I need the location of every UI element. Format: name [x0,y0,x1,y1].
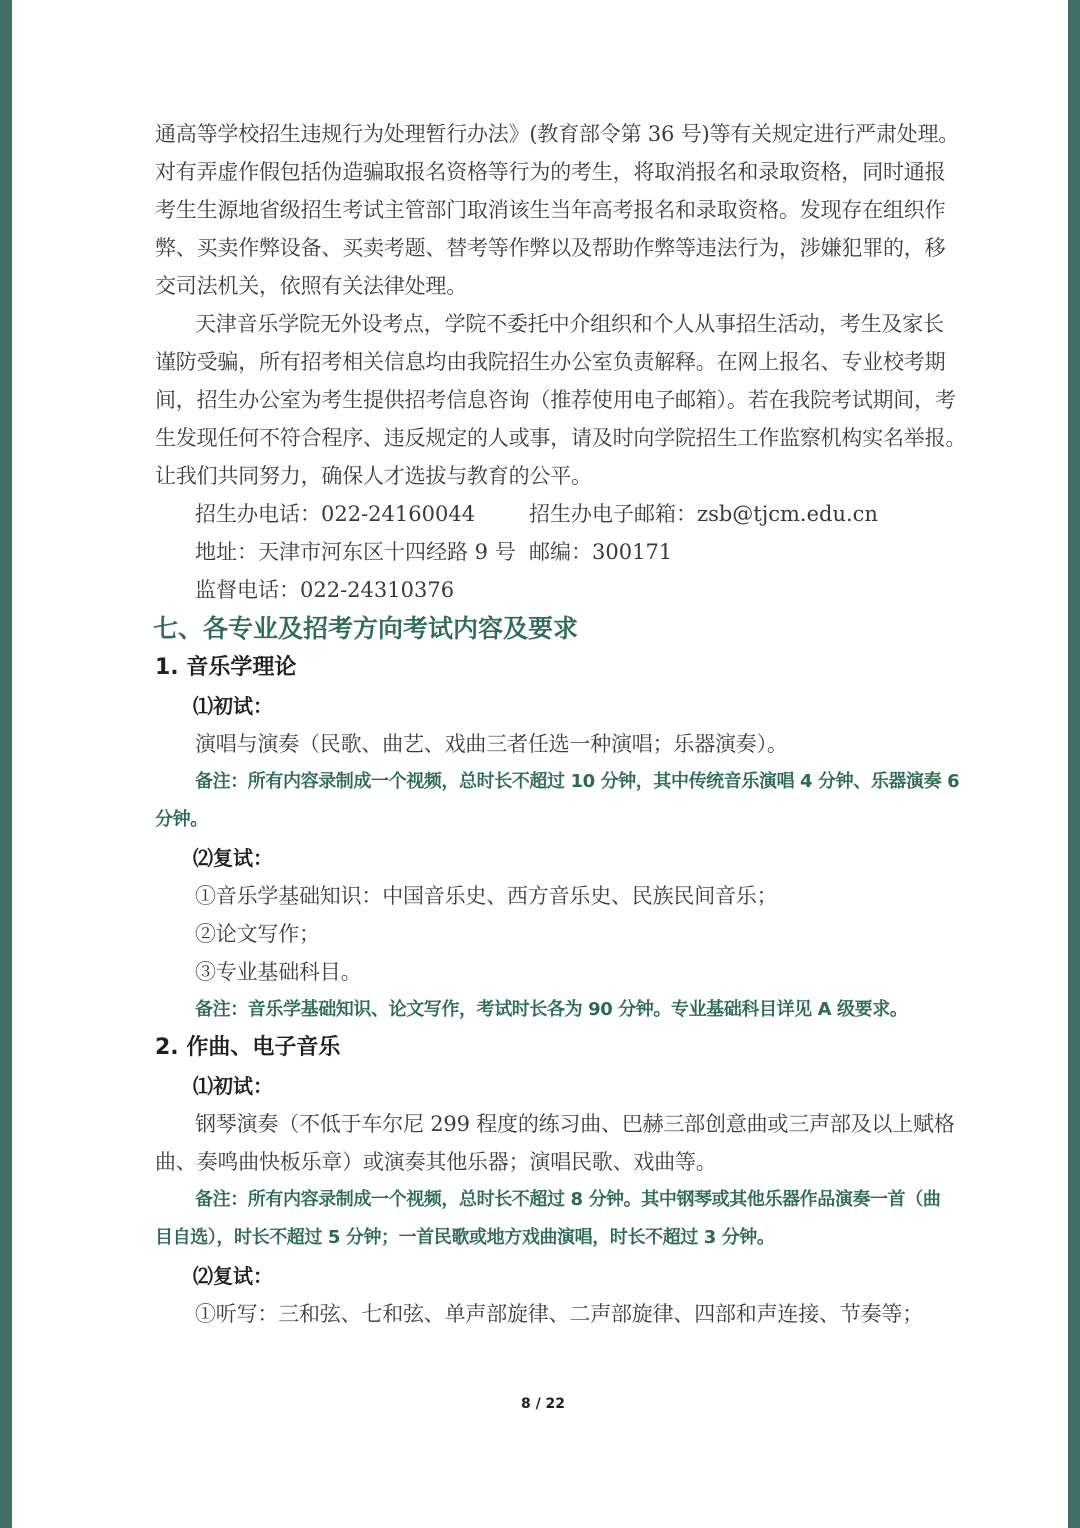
left-border [0,0,12,1528]
page-indicator: 8 / 22 [520,1396,566,1412]
retest-note: 备注：音乐学基础知识、论文写作，考试时长各为 90 分钟。专业基础科目详见 A 级要求。 [195,999,908,1020]
note-line: 分钟。 [155,809,208,830]
text-line: 间，招生办公室为考生提供招考信息咨询（推荐使用电子邮箱）。若在我院考试期间，考 [155,388,956,412]
contact-row [155,495,927,533]
major-2 [155,1029,955,1333]
prelim-content: 演唱与演奏（民歌、曲艺、戏曲三者任选一种演唱；乐器演奏）。 [195,732,788,756]
retest-label: ⑵复试： [193,1264,273,1288]
text-line: 通高等学校招生违规行为处理暂行办法》(教育部令第 36 号)等有关规定进行严肃处理。 [155,122,960,146]
postcode: 邮编：300171 [529,540,673,564]
prelim-content: 曲、奏鸣曲快板乐章）或演奏其他乐器；演唱民歌、戏曲等。 [155,1150,717,1174]
section-heading: 七、各专业及招考方向考试内容及要求 [153,614,579,643]
admissions-phone: 招生办电话：022-24160044 [195,502,476,526]
right-border [1068,0,1080,1528]
text-line: 弊、买卖作弊设备、买卖考题、替考等作弊以及帮助作弊等违法行为，涉嫌犯罪的，移 [155,236,946,260]
contact-row [155,571,927,609]
retest-item: ①听写：三和弦、七和弦、单声部旋律、二声部旋律、四部和声连接、节奏等； [195,1302,923,1326]
supervision-phone: 监督电话：022-24310376 [195,578,455,602]
retest-item: ①音乐学基础知识：中国音乐史、西方音乐史、民族民间音乐； [195,884,778,908]
text-line: 让我们共同努力，确保人才选拔与教育的公平。 [155,464,592,488]
note-line: 备注：所有内容录制成一个视频，总时长不超过 8 分钟。其中钢琴或其他乐器作品演奏一首（曲 [195,1189,941,1210]
text-line: 交司法机关，依照有关法律处理。 [155,274,467,298]
contact-block [155,495,927,609]
prelim-label: ⑴初试： [193,694,273,718]
contact-row [155,533,927,571]
major-title: 2. 作曲、电子音乐 [155,1035,341,1060]
prelim-label: ⑴初试： [193,1074,273,1098]
text-line: 考生生源地省级招生考试主管部门取消该生当年高考报名和录取资格。发现存在组织作 [155,198,946,222]
text-line: 生发现任何不符合程序、违反规定的人或事，请及时向学院招生工作监察机构实名举报。 [155,426,967,450]
retest-item: ②论文写作； [195,922,320,946]
prelim-content: 钢琴演奏（不低于车尔尼 299 程度的练习曲、巴赫三部创意曲或三声部及以上赋格 [195,1112,955,1136]
major-title: 1. 音乐学理论 [155,655,297,680]
prelim-note [155,763,960,839]
admissions-email: 招生办电子邮箱：zsb@tjcm.edu.cn [529,502,878,526]
address: 地址：天津市河东区十四经路 9 号 [195,540,516,564]
prelim-note [155,1181,941,1257]
retest-item: ③专业基础科目。 [195,960,362,984]
note-line: 目自选），时长不超过 5 分钟；一首民歌或地方戏曲演唱，时长不超过 3 分钟。 [155,1227,775,1248]
document-page [153,115,967,1333]
retest-label: ⑵复试： [193,846,273,870]
major-1 [155,649,960,1029]
text-line: 对有弄虚作假包括伪造骗取报名资格等行为的考生，将取消报名和录取资格，同时通报 [155,160,946,184]
note-line: 备注：所有内容录制成一个视频，总时长不超过 10 分钟，其中传统音乐演唱 4 分钟、乐器演奏 6 [195,771,960,792]
text-line: 天津音乐学院无外设考点，学院不委托中介组织和个人从事招生活动，考生及家长 [195,312,944,336]
text-line: 谨防受骗，所有招考相关信息均由我院招生办公室负责解释。在网上报名、专业校考期 [155,350,946,374]
intro-paragraph [155,115,960,305]
notice-paragraph [155,305,967,495]
